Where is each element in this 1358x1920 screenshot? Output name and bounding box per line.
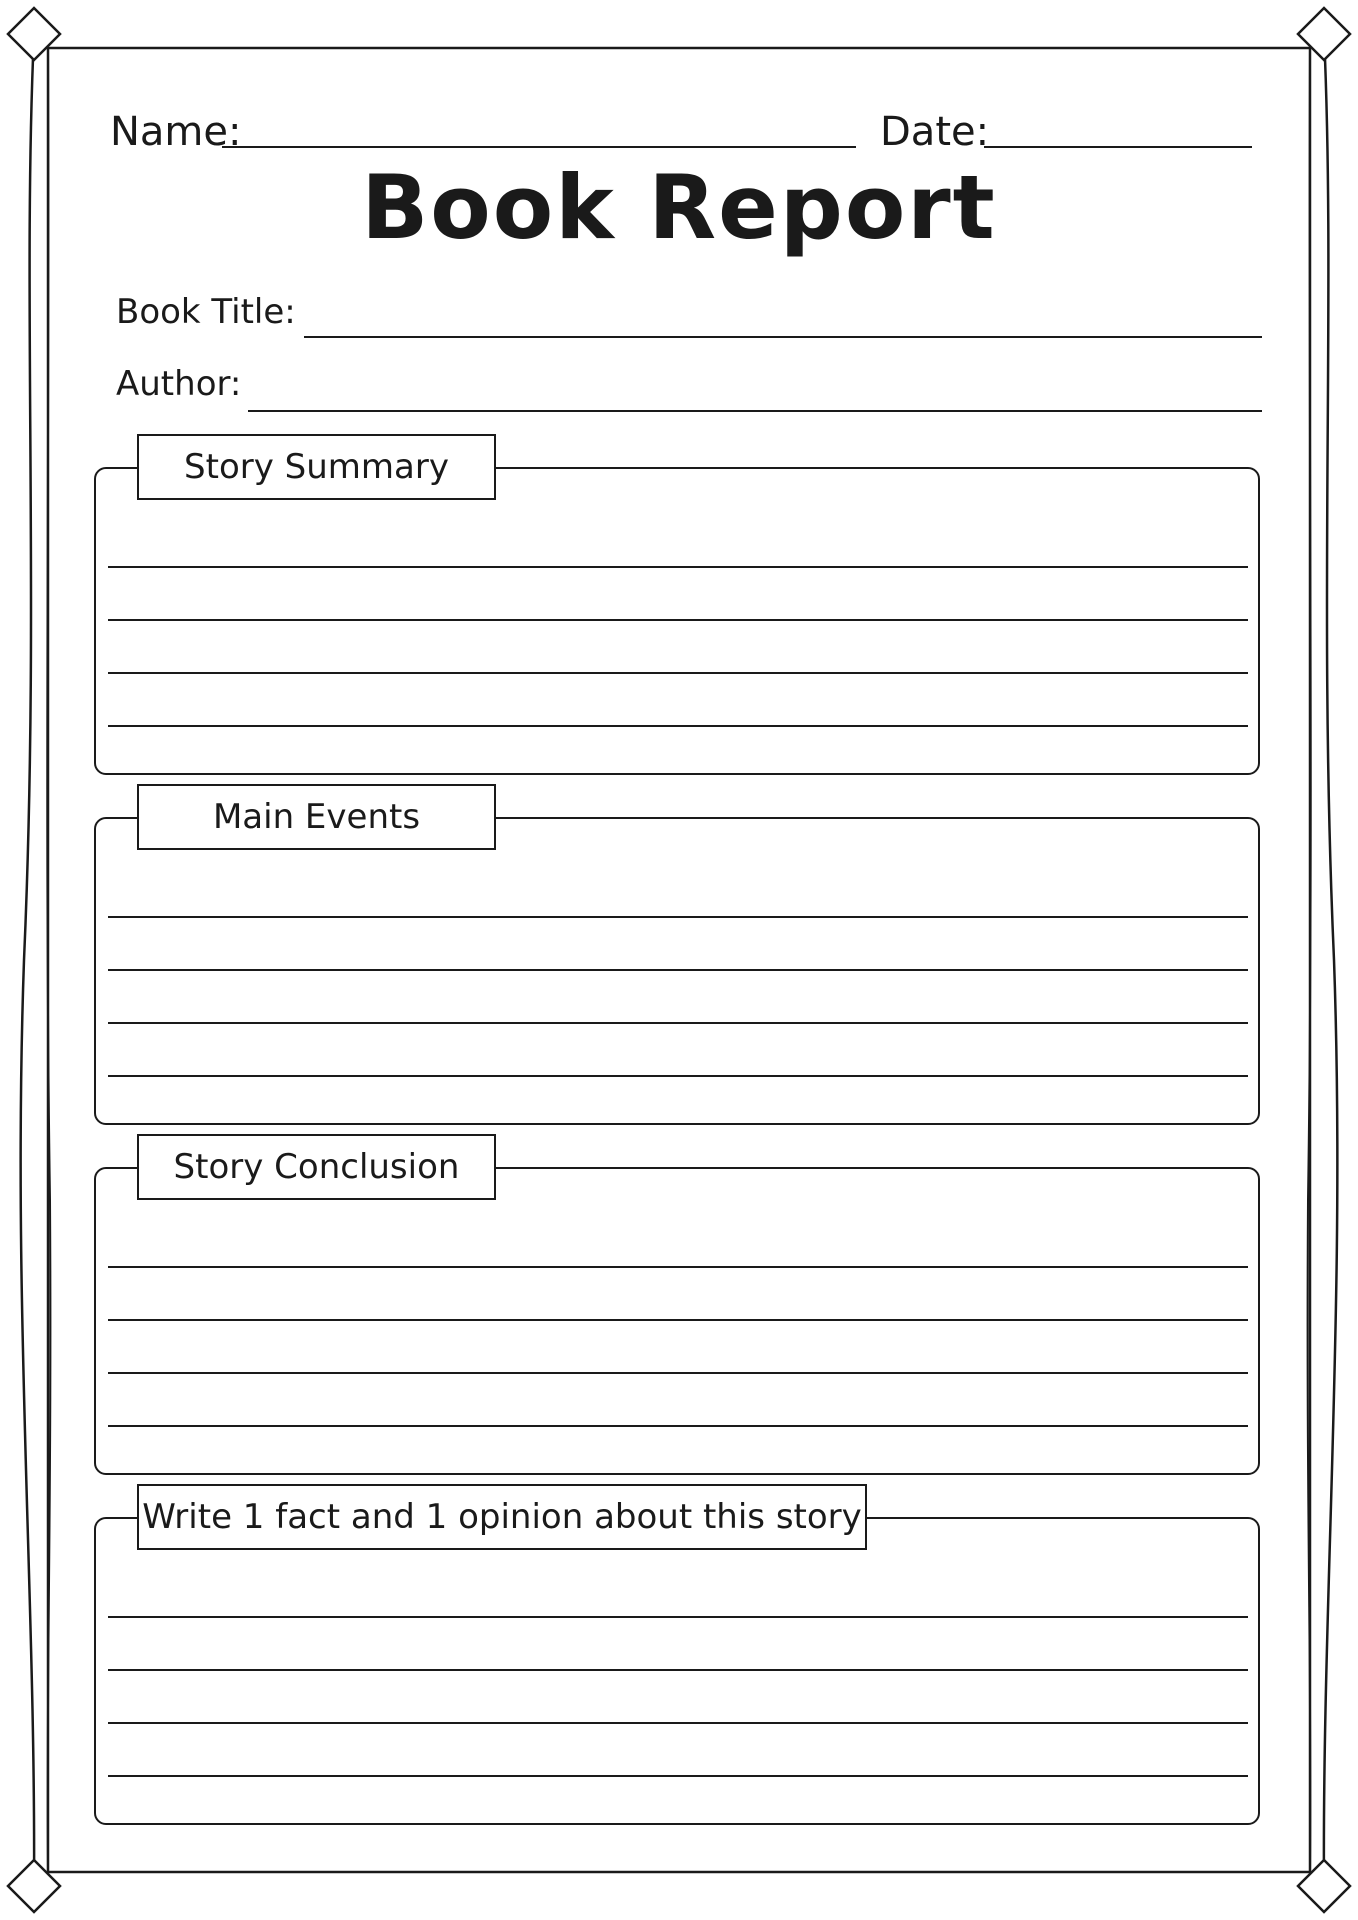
section-label-fact-opinion: Write 1 fact and 1 opinion about this story <box>137 1484 867 1550</box>
writing-line[interactable] <box>108 1266 1248 1268</box>
writing-line[interactable] <box>108 969 1248 971</box>
date-field[interactable] <box>984 146 1252 148</box>
section-fact-opinion <box>94 1517 1260 1825</box>
section-story-conclusion <box>94 1167 1260 1475</box>
writing-line[interactable] <box>108 566 1248 568</box>
author-label: Author: <box>116 364 242 404</box>
writing-line[interactable] <box>108 672 1248 674</box>
writing-line[interactable] <box>108 916 1248 918</box>
writing-line[interactable] <box>108 1669 1248 1671</box>
writing-line[interactable] <box>108 1425 1248 1427</box>
writing-line[interactable] <box>108 1372 1248 1374</box>
writing-line[interactable] <box>108 1775 1248 1777</box>
section-label-story-conclusion: Story Conclusion <box>137 1134 496 1200</box>
name-field[interactable] <box>222 146 856 148</box>
author-field[interactable] <box>248 410 1262 412</box>
writing-line[interactable] <box>108 725 1248 727</box>
section-label-main-events: Main Events <box>137 784 496 850</box>
date-label: Date: <box>880 109 990 155</box>
name-label: Name: <box>110 109 242 155</box>
section-story-summary <box>94 467 1260 775</box>
writing-line[interactable] <box>108 1319 1248 1321</box>
book-title-field[interactable] <box>304 336 1262 338</box>
writing-line[interactable] <box>108 1075 1248 1077</box>
page-title: Book Report <box>361 156 997 259</box>
writing-line[interactable] <box>108 1022 1248 1024</box>
writing-line[interactable] <box>108 1722 1248 1724</box>
book-title-label: Book Title: <box>116 292 296 332</box>
section-main-events <box>94 817 1260 1125</box>
writing-line[interactable] <box>108 619 1248 621</box>
section-label-story-summary: Story Summary <box>137 434 496 500</box>
writing-line[interactable] <box>108 1616 1248 1618</box>
